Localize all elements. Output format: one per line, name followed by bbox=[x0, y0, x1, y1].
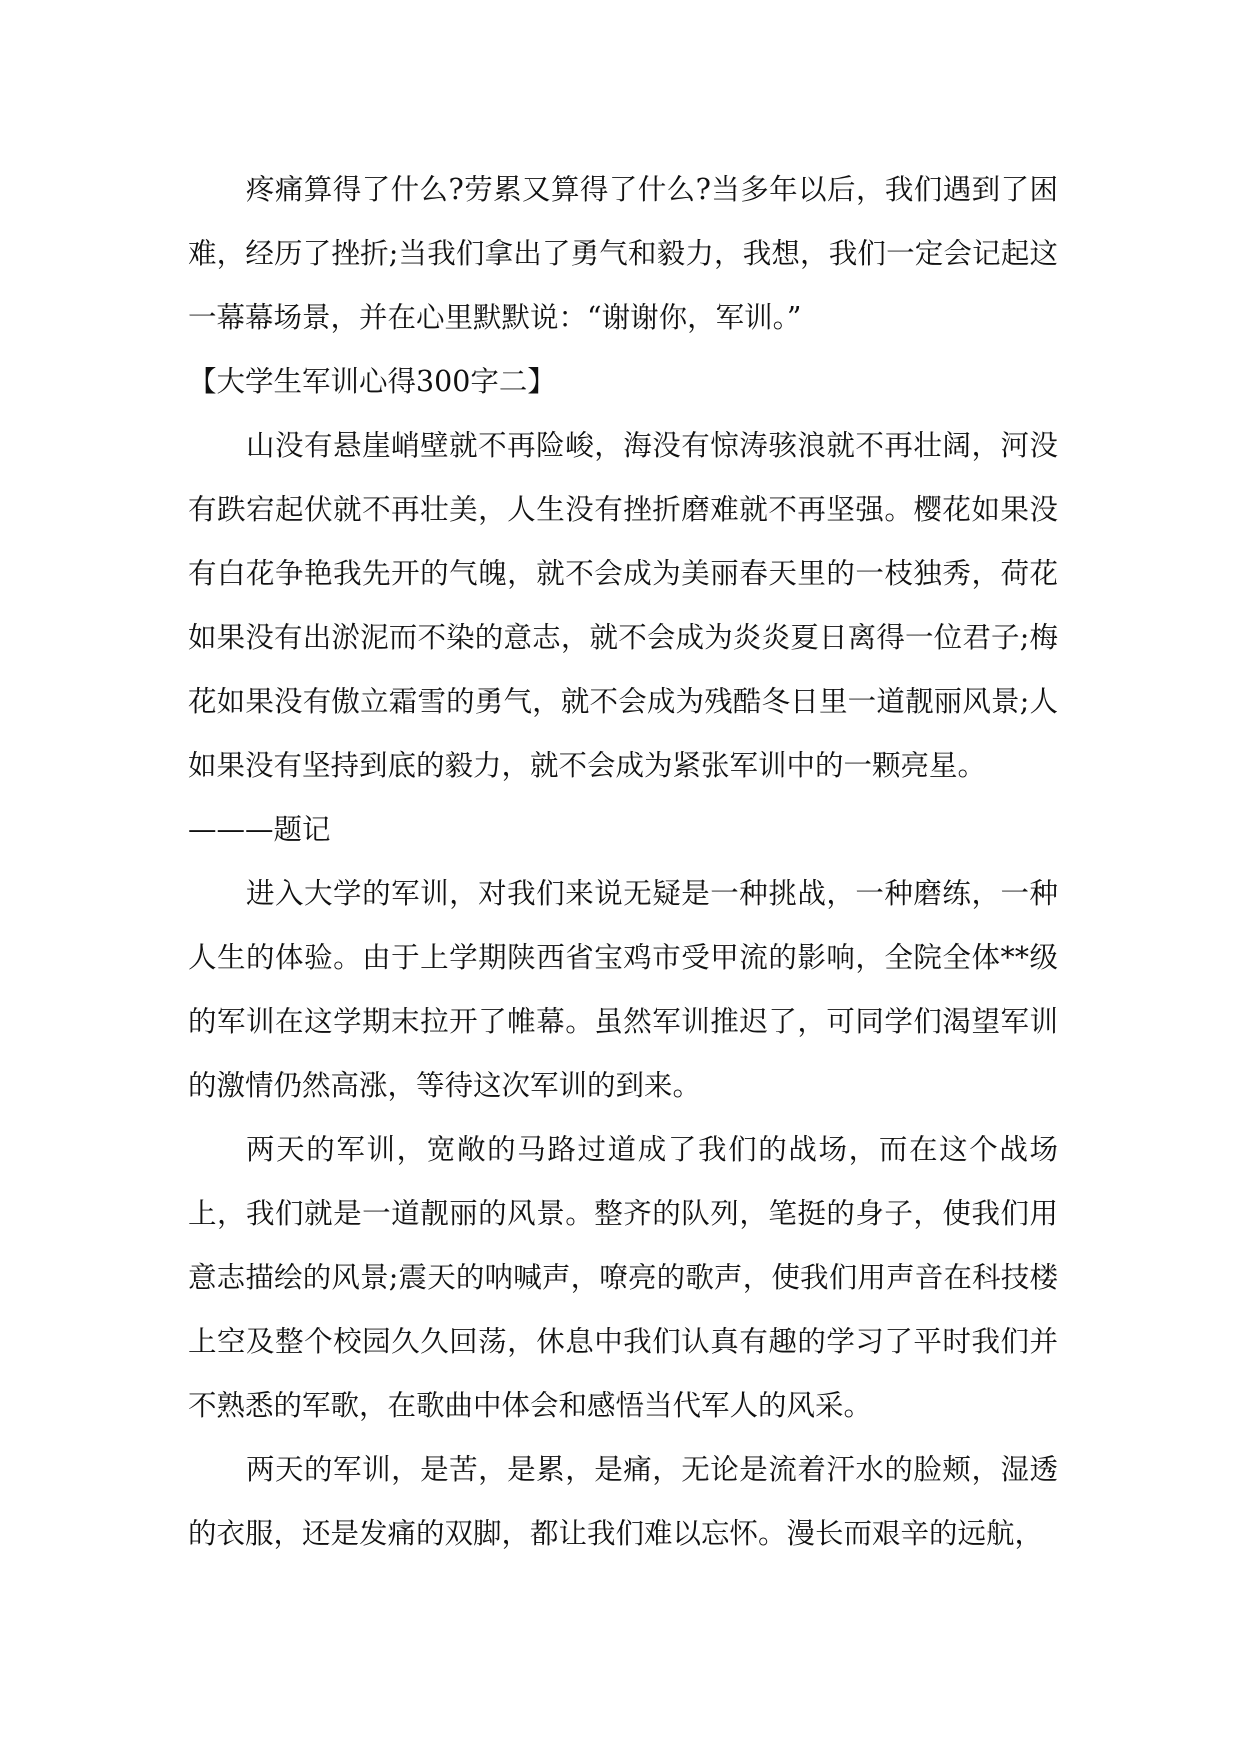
paragraph-intro: 进入大学的军训，对我们来说无疑是一种挑战，一种磨练，一种人生的体验。由于上学期陕西省宝鸡市受甲流的影响，全院全体**级的军训在这学期末拉开了帷幕。虽然军训推迟了，可同学们渴望军训的激情仍然高涨，等待这次军训的到来。 bbox=[188, 877, 1058, 1102]
paragraph-hardship: 两天的军训，是苦，是累，是痛，无论是流着汗水的脸颊，湿透的衣服，还是发痛的双脚，都让我们难以忘怀。漫长而艰辛的远航， bbox=[188, 1453, 1058, 1550]
section-heading: 【大学生军训心得300字二】 bbox=[188, 365, 556, 398]
paragraph-epigraph: 山没有悬崖峭壁就不再险峻，海没有惊涛骇浪就不再壮阔，河没有跌宕起伏就不再壮美，人生没有挫折磨难就不再坚强。樱花如果没有白花争艳我先开的气魄，就不会成为美丽春天里的一枝独秀，荷花如果没有出淤泥而不染的意志，就不会成为炎炎夏日离得一位君子;梅花如果没有傲立霜雪的勇气，就不会成为残酷冬日里一道靓丽风景;人如果没有坚持到底的毅力，就不会成为紧张军训中的一颗亮星。 bbox=[188, 429, 1058, 782]
paragraph-training-scene: 两天的军训，宽敞的马路过道成了我们的战场，而在这个战场上，我们就是一道靓丽的风景。整齐的队列，笔挺的身子，使我们用意志描绘的风景;震天的呐喊声，嘹亮的歌声，使我们用声音在科技楼上空及整个校园久久回荡，休息中我们认真有趣的学习了平时我们并不熟悉的军歌，在歌曲中体会和感悟当代军人的风采。 bbox=[188, 1133, 1058, 1422]
document-body bbox=[188, 158, 1058, 1566]
paragraph-conclusion: 疼痛算得了什么?劳累又算得了什么?当多年以后，我们遇到了困难，经历了挫折;当我们拿出了勇气和毅力，我想，我们一定会记起这一幕幕场景，并在心里默默说：“谢谢你，军训。” bbox=[188, 173, 1058, 334]
epigraph-attribution: ———题记 bbox=[188, 813, 331, 846]
